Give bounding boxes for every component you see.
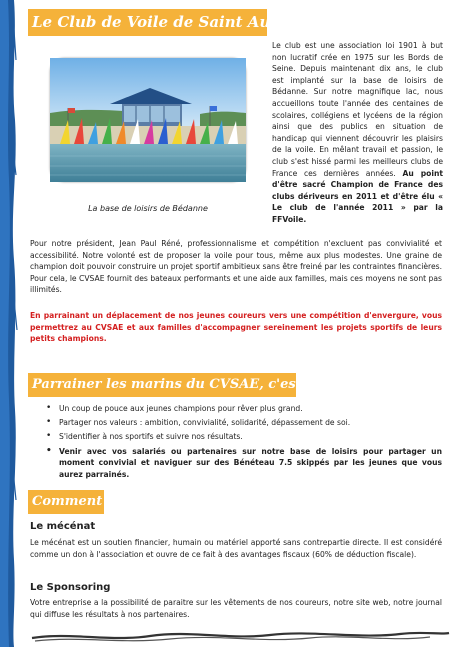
intro-text-bold: Au point d'être sacré Champion de France des clubs dériveurs en 2011 et d'être élu « Le club de l'année 2011 » par la FFVoile. (272, 168, 443, 224)
sponsoring-heading: Le Sponsoring (30, 582, 111, 593)
list-item: • Un coup de pouce aux jeunes champions pour rêver plus grand. (59, 403, 442, 415)
section-title-parrainer: Parrainer les marins du CVSAE, c'est : (28, 373, 296, 397)
base-de-loisirs-photo (50, 58, 246, 182)
blue-brush-border (0, 0, 22, 647)
section-title-club: Le Club de Voile de Saint Aubin Elbeuf (28, 9, 267, 36)
list-item: • Venir avec vos salariés ou partenaires sur notre base de loisirs pour partager un moment convivial et naviguer sur des Bénéteau 7.5 skippés par les jeunes que vous aurez parrainés. (59, 446, 442, 481)
benefits-list (30, 403, 442, 483)
sponsorship-highlight: En parrainant un déplacement de nos jeunes coureurs vers une compétition d'envergure, vous permettrez au CVSAE et aux familles d'accompagner sereinement les projets sportifs de leurs petits champions. (30, 311, 442, 344)
photo-caption: La base de loisirs de Bédanne (88, 204, 208, 213)
intro-paragraph (272, 40, 443, 226)
section-title-comment: Comment ? (28, 490, 104, 514)
mecenat-text: Le mécénat est un soutien financier, humain ou matériel apporté sans contrepartie directe. Il est considéré comme un don à l'association et ouvre de ce fait à des avantages fiscaux (60% de déduction fiscale). (30, 538, 442, 559)
sponsoring-text: Votre entreprise a la possibilité de paraitre sur les vêtements de nos coureurs, notre site web, notre journal qui diffuse les résultats à nos partenaires. (30, 598, 442, 619)
intro-text: Le club est une association loi 1901 à but non lucratif crée en 1975 sur les Bords de Seine. Depuis maintenant dix ans, le club est implanté sur la base de loisirs de Bédanne. Sur notre magnifique lac, nous accueillons toute l'année des centaines de scolaires, collégiens et lycéens de la région ainsi que des publics en situation de handicap qui viennent découvrir les plaisirs de la voile. En mêlant travail et passion, le club s'est hissé parmi les meilleurs clubs de France ces dernières années. (272, 41, 443, 178)
bottom-scribble-decoration (30, 622, 451, 647)
list-item: • Partager nos valeurs : ambition, convivialité, solidarité, dépassement de soi. (59, 417, 442, 429)
lake-clubhouse-illustration (50, 58, 246, 182)
list-item: • S'identifier à nos sportifs et suivre nos résultats. (59, 431, 442, 443)
mecenat-heading: Le mécénat (30, 521, 96, 532)
president-paragraph: Pour notre président, Jean Paul Réné, professionnalisme et compétition n'excluent pas convivialité et accessibilité. Notre volonté est de proposer la voile pour tous, même aux plus modestes. Une graine de champion doit pouvoir construire un projet sportif ambitieux sans être freiné par les contraintes financières. Pour cela, le CVSAE fournit des bateaux performants et une aide aux familles, mais ces moyens ne sont pas illimités. (30, 239, 442, 295)
